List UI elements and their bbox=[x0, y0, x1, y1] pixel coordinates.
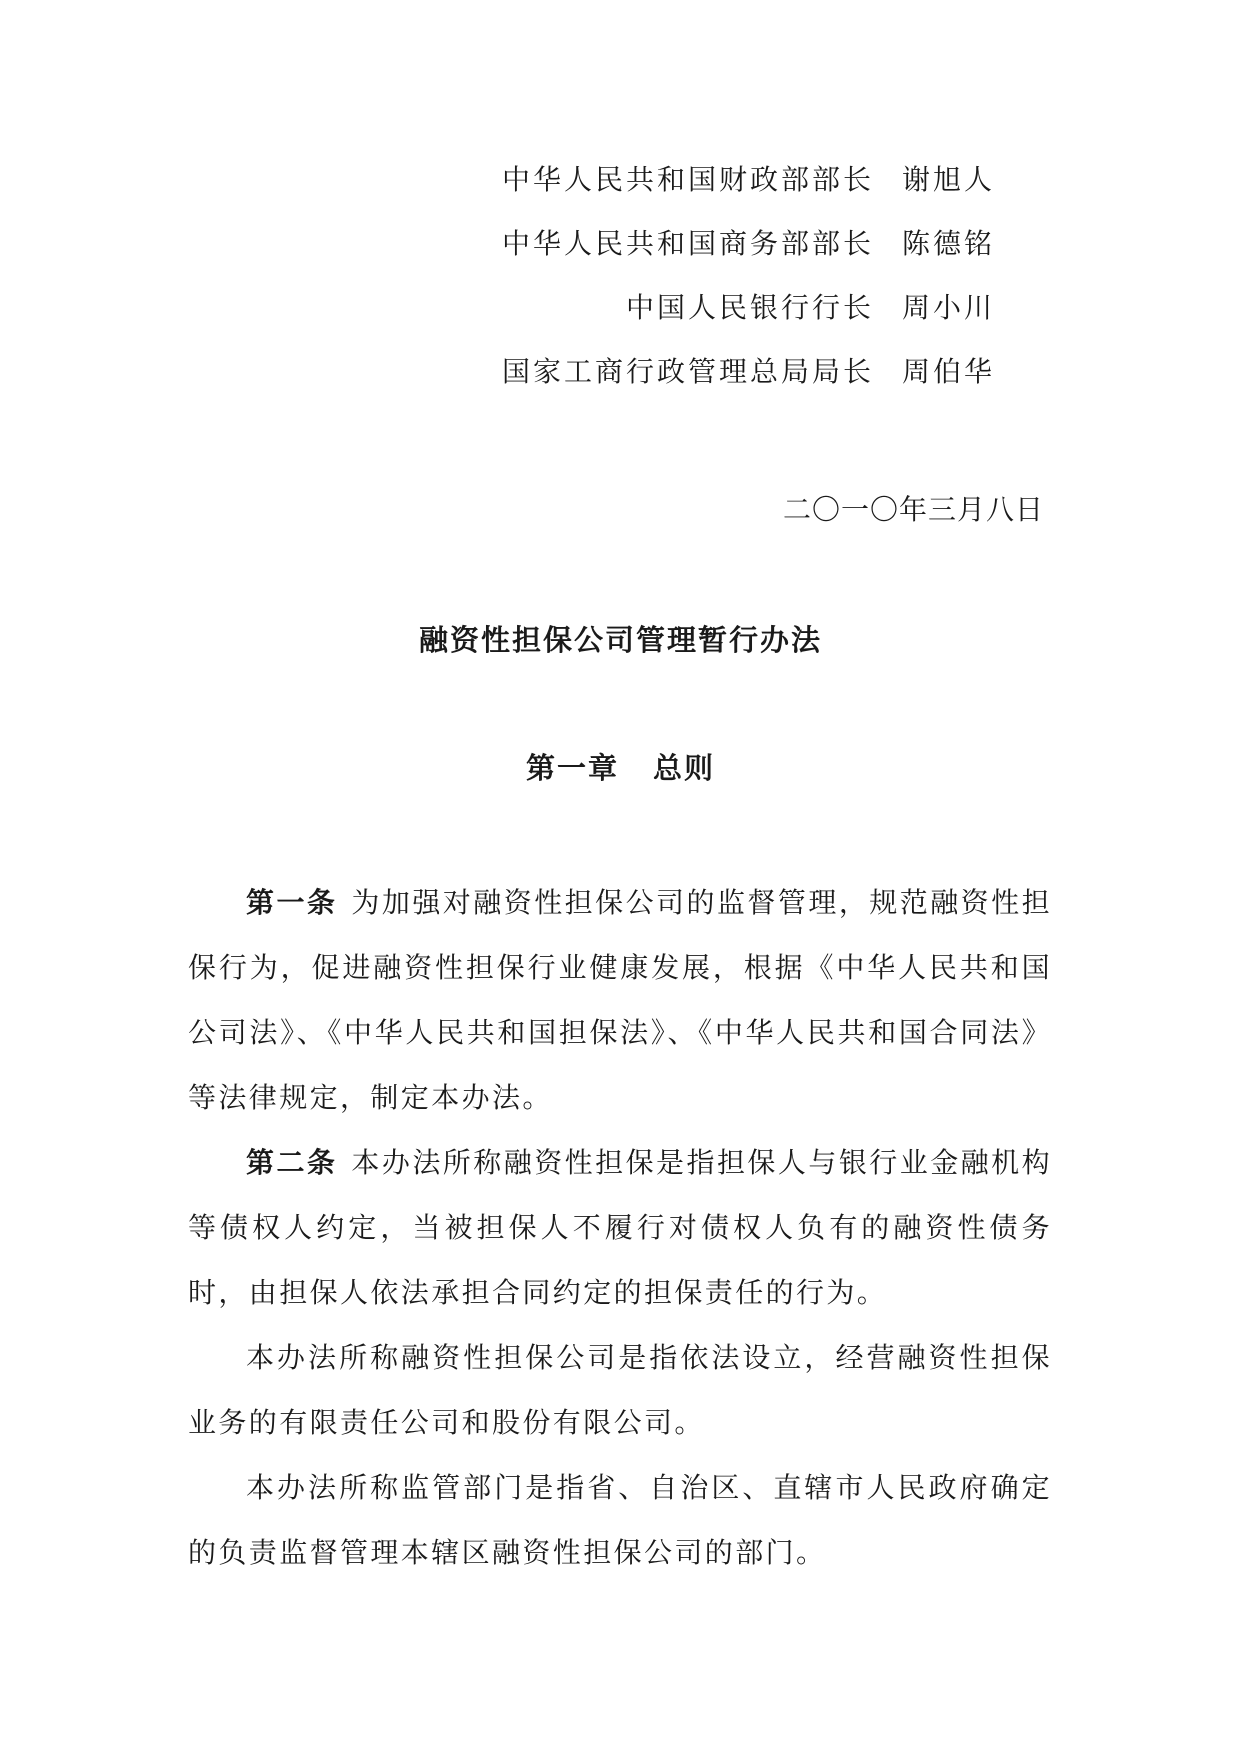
signatory-line bbox=[295, 158, 995, 222]
chapter-title: 总则 bbox=[653, 751, 716, 785]
signatory-title: 中华人民共和国商务部部长 bbox=[501, 227, 874, 260]
article-paragraph bbox=[188, 1130, 1052, 1325]
signatory-name: 周伯华 bbox=[901, 355, 995, 388]
paragraph bbox=[188, 1455, 1052, 1585]
paragraph-text: 本办法所称融资性担保是指担保人与银行业金融机构等债权人约定，当被担保人不履行对债权人负有的融资性债务时，由担保人依法承担合同约定的担保责任的行为。 bbox=[188, 1146, 1053, 1309]
paragraph-text: 为加强对融资性担保公司的监督管理，规范融资性担保行为，促进融资性担保行业健康发展，根据《中华人民共和国公司法》、《中华人民共和国担保法》、《中华人民共和国合同法》等法律规定，制定本办法。 bbox=[188, 886, 1053, 1114]
document-body bbox=[188, 870, 1052, 1585]
signatory-title: 国家工商行政管理总局局长 bbox=[501, 355, 874, 388]
signature-block bbox=[295, 158, 995, 414]
signatory-title: 中国人民银行行长 bbox=[625, 291, 874, 324]
issue-date: 二〇一〇年三月八日 bbox=[782, 493, 1044, 526]
article-number: 第一条 bbox=[246, 886, 338, 919]
signatory-line bbox=[295, 222, 995, 286]
signatory-name: 谢旭人 bbox=[901, 163, 995, 196]
document-title: 融资性担保公司管理暂行办法 bbox=[418, 623, 822, 657]
article-number: 第二条 bbox=[246, 1146, 338, 1179]
chapter-number: 第一章 bbox=[525, 751, 619, 785]
signatory-line bbox=[295, 350, 995, 414]
article-paragraph bbox=[188, 870, 1052, 1130]
paragraph bbox=[188, 1325, 1052, 1455]
chapter-heading bbox=[0, 746, 1241, 787]
signatory-name: 陈德铭 bbox=[901, 227, 995, 260]
signatory-line bbox=[295, 286, 995, 350]
signatory-name: 周小川 bbox=[901, 291, 995, 324]
signatory-title: 中华人民共和国财政部部长 bbox=[501, 163, 874, 196]
paragraph-text: 本办法所称融资性担保公司是指依法设立，经营融资性担保业务的有限责任公司和股份有限公司。 bbox=[188, 1341, 1052, 1439]
paragraph-text: 本办法所称监管部门是指省、自治区、直辖市人民政府确定的负责监督管理本辖区融资性担保公司的部门。 bbox=[188, 1471, 1052, 1569]
